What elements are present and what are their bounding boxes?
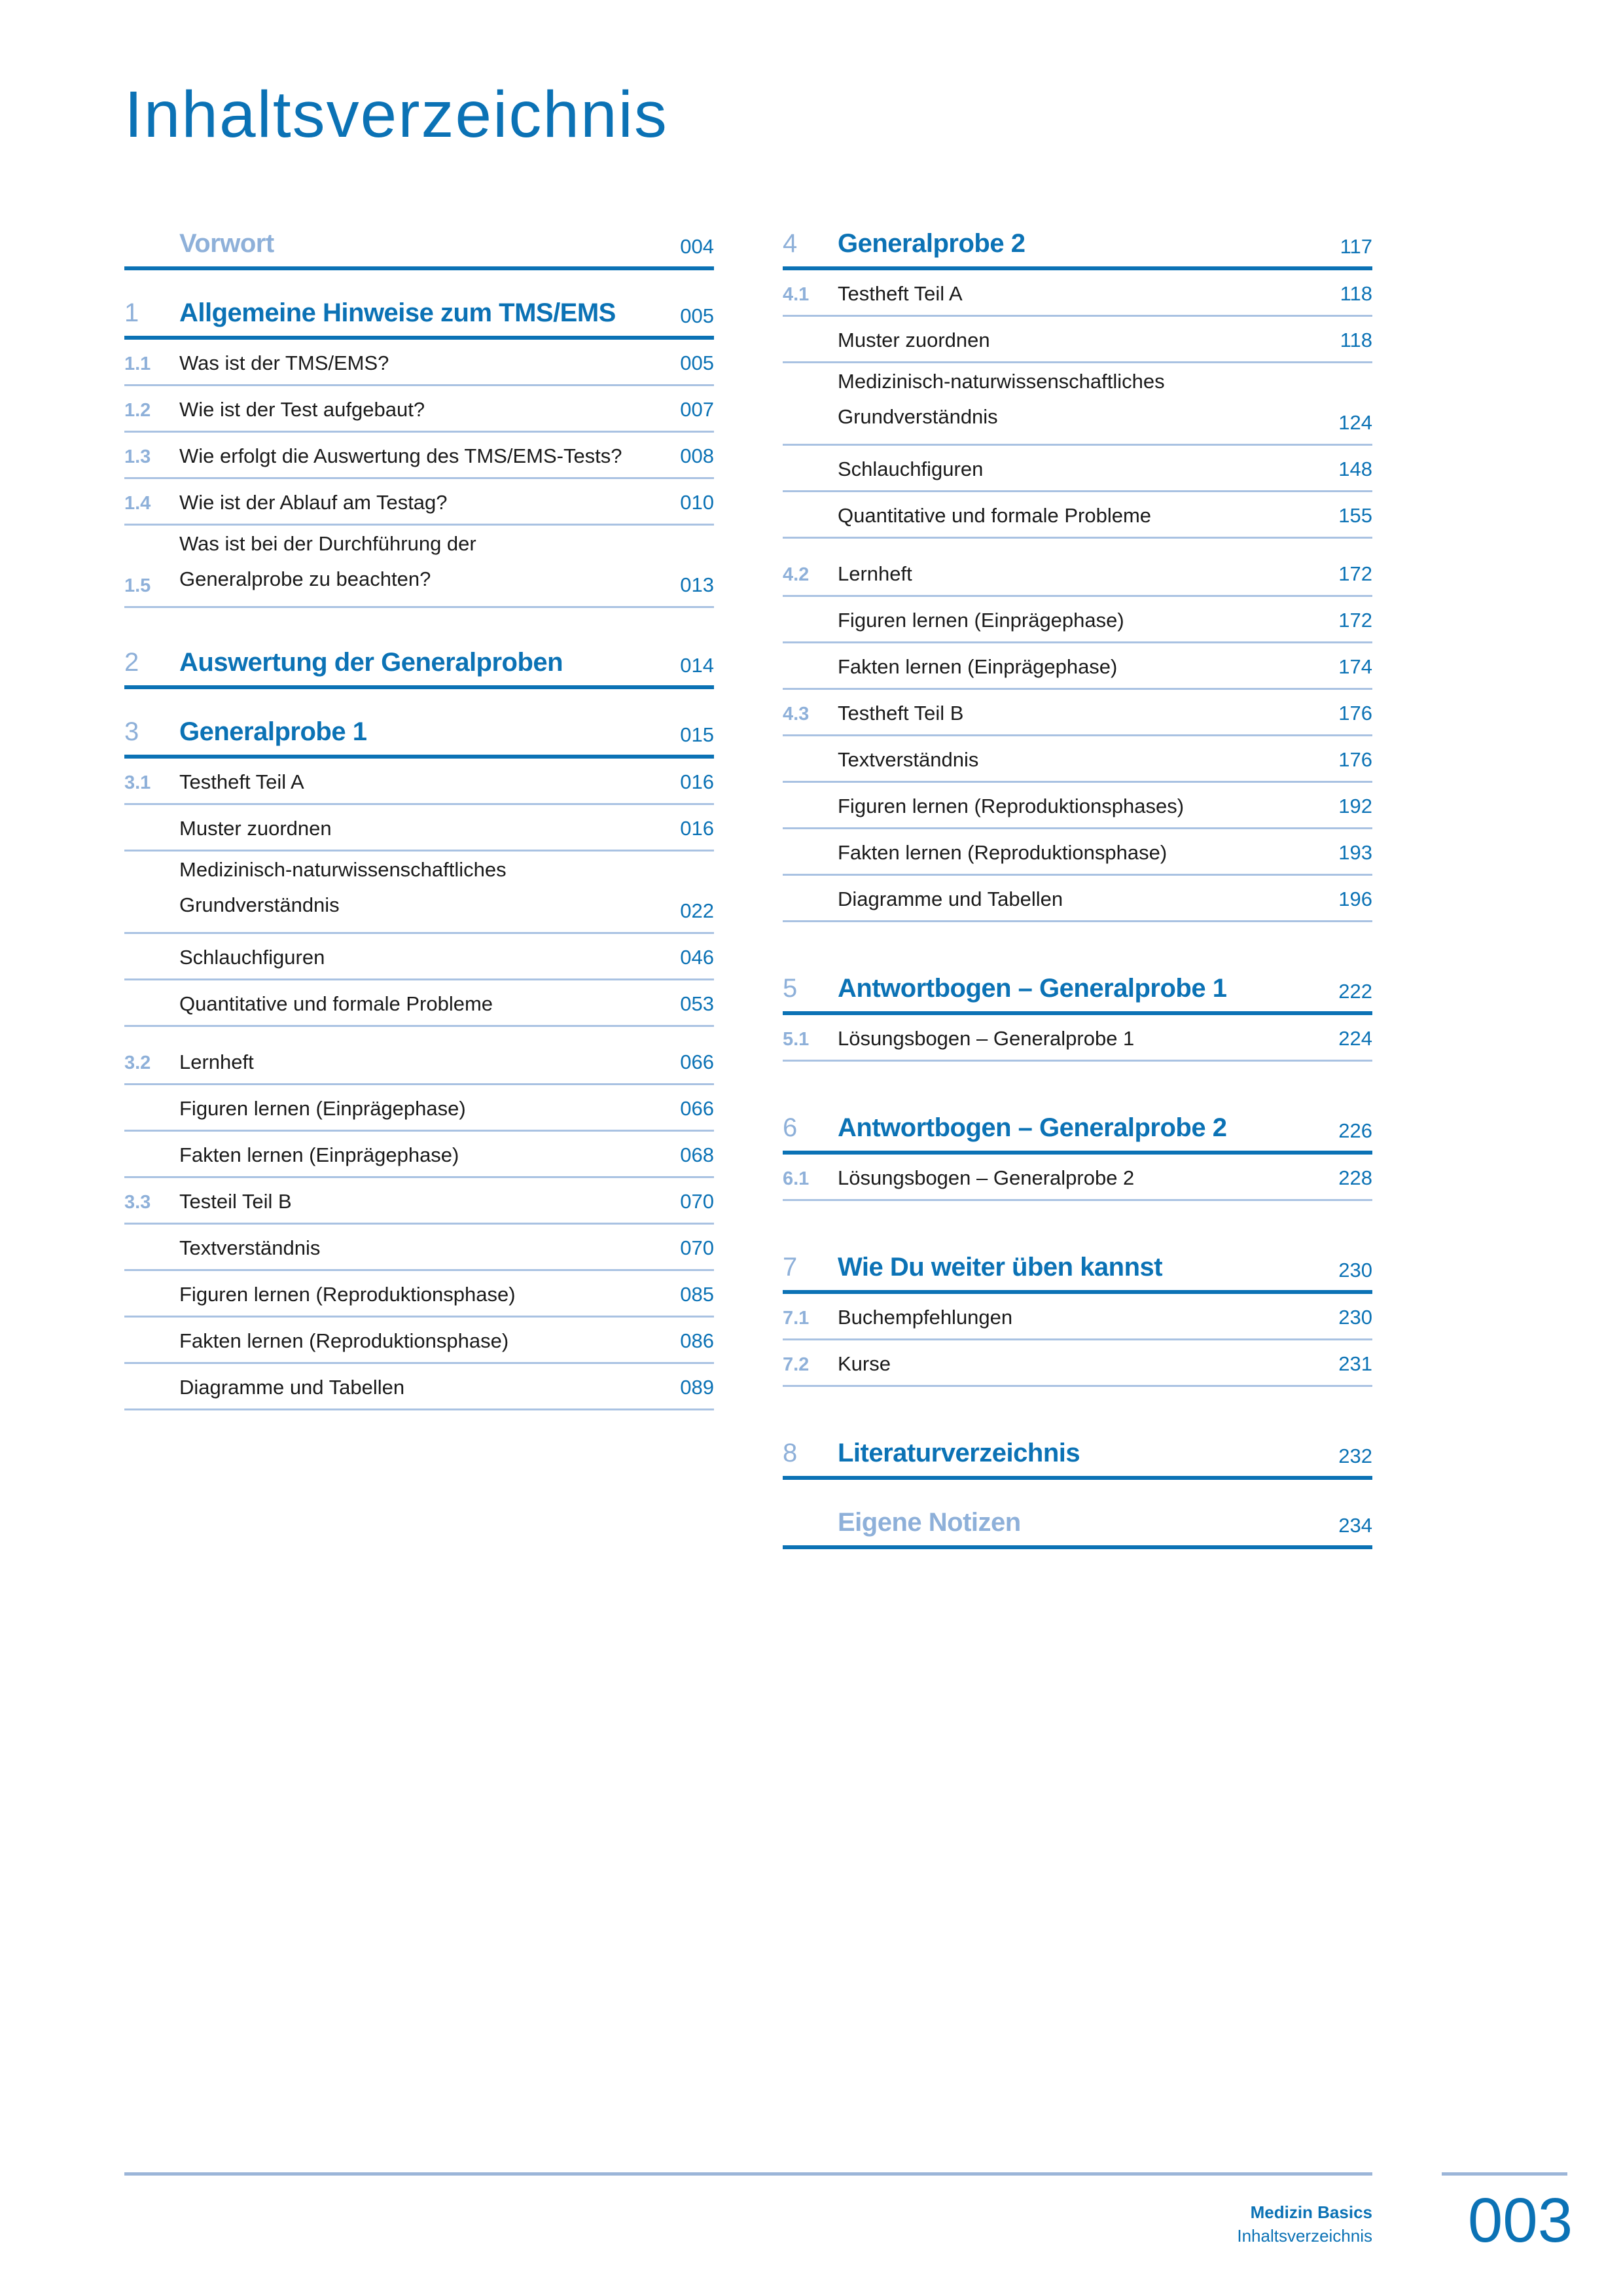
entry-page-number: 085 (680, 1283, 714, 1306)
toc-chapter-entry[interactable] (783, 201, 1372, 270)
footer-section-title: Inhaltsverzeichnis (1237, 2226, 1372, 2246)
entry-title: Antwortbogen – Generalprobe 2 (838, 1113, 1227, 1142)
toc-section-entry[interactable] (783, 363, 1372, 446)
footer-running-head (1237, 2200, 1372, 2248)
entry-page-number: 015 (680, 723, 714, 746)
entry-page-number: 174 (1338, 655, 1372, 678)
toc-section-entry[interactable] (783, 270, 1372, 317)
entry-number: 4.2 (783, 564, 810, 585)
page-title: Inhaltsverzeichnis (124, 78, 668, 151)
entry-title: Muster zuordnen (179, 817, 332, 840)
entry-page-number: 046 (680, 946, 714, 969)
entry-title: Figuren lernen (Einprägephase) (179, 1097, 466, 1120)
entry-page-number: 022 (680, 899, 714, 922)
entry-title: Auswertung der Generalproben (179, 648, 563, 677)
toc-section-entry[interactable] (783, 876, 1372, 922)
entry-title: Fakten lernen (Reproduktionsphase) (179, 1329, 509, 1352)
entry-page-number: 230 (1338, 1306, 1372, 1329)
entry-page-number: 234 (1338, 1514, 1372, 1537)
toc-section-entry[interactable] (124, 759, 714, 805)
entry-number: 2 (124, 648, 139, 677)
entry-title: Testheft Teil A (179, 770, 304, 793)
entry-title: Wie Du weiter üben kannst (838, 1253, 1163, 1282)
entry-title: Eigene Notizen (838, 1508, 1021, 1537)
entry-number: 7 (783, 1253, 798, 1282)
entry-page-number: 192 (1338, 795, 1372, 817)
entry-title: Figuren lernen (Reproduktionsphase) (179, 1283, 516, 1306)
entry-title: Schlauchfiguren (838, 457, 984, 480)
toc-section-entry[interactable] (783, 446, 1372, 492)
entry-number: 1.3 (124, 446, 151, 467)
entry-page-number: 016 (680, 817, 714, 840)
toc-chapter-entry[interactable] (783, 946, 1372, 1015)
entry-number: 1 (124, 298, 139, 327)
entry-title: Wie erfolgt die Auswertung des TMS/EMS-Tests? (179, 444, 622, 467)
entry-page-number: 226 (1338, 1119, 1372, 1142)
entry-title: Allgemeine Hinweise zum TMS/EMS (179, 298, 616, 327)
toc-chapter-entry[interactable] (783, 1225, 1372, 1294)
toc-section-entry[interactable] (783, 783, 1372, 829)
toc-section-entry[interactable] (124, 1271, 714, 1318)
page-number: 003 (1467, 2185, 1573, 2255)
entry-title: Was ist der TMS/EMS? (179, 351, 389, 374)
toc-chapter-entry[interactable] (783, 1480, 1372, 1549)
entry-title: Figuren lernen (Reproduktionsphases) (838, 795, 1185, 817)
entry-page-number: 010 (680, 491, 714, 514)
entry-page-number: 007 (680, 398, 714, 421)
toc-section-entry[interactable] (783, 492, 1372, 539)
entry-number: 7.1 (783, 1308, 810, 1329)
entry-page-number: 070 (680, 1190, 714, 1213)
entry-title-line: Medizinisch-naturwissenschaftliches (838, 370, 1165, 393)
entry-title: Vorwort (179, 229, 274, 258)
entry-title: Buchempfehlungen (838, 1306, 1013, 1329)
entry-title-line: Grundverständnis (179, 893, 340, 916)
entry-number: 5.1 (783, 1029, 810, 1050)
entry-page-number: 086 (680, 1329, 714, 1352)
entry-page-number: 222 (1338, 980, 1372, 1003)
toc-section-entry[interactable] (124, 1318, 714, 1364)
entry-number: 4.3 (783, 704, 810, 725)
entry-page-number: 004 (680, 235, 714, 258)
entry-page-number: 005 (680, 304, 714, 327)
toc-section-entry[interactable] (124, 1364, 714, 1410)
entry-title (179, 526, 680, 597)
entry-page-number: 089 (680, 1376, 714, 1399)
entry-title: Textverständnis (838, 748, 979, 771)
toc-section-entry[interactable] (124, 1132, 714, 1178)
entry-page-number: 176 (1338, 748, 1372, 771)
entry-page-number: 224 (1338, 1027, 1372, 1050)
entry-title: Literaturverzeichnis (838, 1439, 1080, 1467)
entry-page-number: 053 (680, 992, 714, 1015)
toc-section-entry[interactable] (124, 433, 714, 479)
entry-page-number: 124 (1338, 411, 1372, 434)
toc-chapter-entry[interactable] (783, 1085, 1372, 1155)
entry-page-number: 005 (680, 351, 714, 374)
toc-section-entry[interactable] (783, 1015, 1372, 1062)
entry-page-number: 016 (680, 770, 714, 793)
entry-title: Quantitative und formale Probleme (179, 992, 493, 1015)
entry-number: 3.1 (124, 772, 151, 793)
entry-title: Lernheft (179, 1050, 254, 1073)
entry-number: 3 (124, 717, 139, 746)
entry-page-number: 008 (680, 444, 714, 467)
toc-chapter-entry[interactable] (124, 201, 714, 270)
footer-page-divider (1442, 2172, 1567, 2176)
entry-number: 7.2 (783, 1354, 810, 1375)
toc-chapter-entry[interactable] (124, 270, 714, 340)
entry-page-number: 172 (1338, 562, 1372, 585)
entry-number: 1.4 (124, 493, 151, 514)
toc-section-entry[interactable] (783, 597, 1372, 643)
entry-number: 4.1 (783, 284, 810, 305)
entry-title: Diagramme und Tabellen (179, 1376, 405, 1399)
entry-page-number: 232 (1338, 1444, 1372, 1467)
entry-number: 6 (783, 1113, 798, 1142)
entry-page-number: 230 (1338, 1259, 1372, 1282)
entry-title: Testheft Teil A (838, 282, 963, 305)
entry-title: Wie ist der Ablauf am Testag? (179, 491, 448, 514)
toc-right-column (783, 201, 1372, 1549)
entry-page-number: 148 (1338, 457, 1372, 480)
entry-title: Generalprobe 1 (179, 717, 367, 746)
entry-title-line: Was ist bei der Durchführung der (179, 532, 476, 555)
entry-title: Fakten lernen (Einprägephase) (179, 1143, 459, 1166)
entry-title: Lösungsbogen – Generalprobe 2 (838, 1166, 1135, 1189)
entry-number: 3.2 (124, 1052, 151, 1073)
entry-title: Testeil Teil B (179, 1190, 292, 1213)
entry-number: 6.1 (783, 1168, 810, 1189)
entry-number: 5 (783, 974, 798, 1003)
entry-page-number: 066 (680, 1050, 714, 1073)
toc-section-entry[interactable] (783, 1155, 1372, 1201)
entry-title-line: Grundverständnis (838, 405, 998, 428)
entry-title (838, 364, 1338, 435)
entry-page-number: 117 (1340, 235, 1372, 258)
entry-page-number: 176 (1338, 702, 1372, 725)
entry-number: 3.3 (124, 1192, 151, 1213)
toc-chapter-entry[interactable] (124, 689, 714, 759)
entry-title: Textverständnis (179, 1236, 321, 1259)
entry-title: Lernheft (838, 562, 912, 585)
entry-number: 1.2 (124, 400, 151, 421)
entry-title: Diagramme und Tabellen (838, 888, 1063, 910)
entry-number: 1.5 (124, 575, 151, 596)
toc-section-entry[interactable] (124, 386, 714, 433)
footer-divider (124, 2172, 1372, 2176)
toc-section-entry[interactable] (783, 1340, 1372, 1387)
entry-page-number: 066 (680, 1097, 714, 1120)
toc-chapter-entry[interactable] (124, 620, 714, 689)
toc-section-entry[interactable] (124, 852, 714, 934)
entry-page-number: 155 (1338, 504, 1372, 527)
entry-page-number: 196 (1338, 888, 1372, 910)
toc-left-column (124, 201, 714, 1410)
toc-section-entry[interactable] (783, 690, 1372, 736)
toc-section-entry[interactable] (124, 1178, 714, 1225)
entry-title-line: Medizinisch-naturwissenschaftliches (179, 858, 507, 881)
toc-section-entry[interactable] (124, 980, 714, 1027)
entry-number: 4 (783, 229, 798, 258)
toc-section-entry[interactable] (783, 736, 1372, 783)
entry-page-number: 228 (1338, 1166, 1372, 1189)
entry-title: Antwortbogen – Generalprobe 1 (838, 974, 1227, 1003)
toc-section-entry[interactable] (783, 829, 1372, 876)
toc-section-entry[interactable] (124, 934, 714, 980)
entry-page-number: 172 (1338, 609, 1372, 632)
entry-title: Muster zuordnen (838, 329, 990, 351)
entry-title: Testheft Teil B (838, 702, 964, 725)
entry-number: 8 (783, 1439, 798, 1467)
entry-title: Fakten lernen (Reproduktionsphase) (838, 841, 1168, 864)
entry-page-number: 014 (680, 654, 714, 677)
toc-section-entry[interactable] (783, 1294, 1372, 1340)
toc-section-entry[interactable] (124, 1085, 714, 1132)
entry-page-number: 231 (1338, 1352, 1372, 1375)
entry-number: 1.1 (124, 353, 151, 374)
toc-section-entry[interactable] (124, 479, 714, 526)
entry-page-number: 193 (1338, 841, 1372, 864)
toc-chapter-entry[interactable] (783, 1410, 1372, 1480)
toc-section-entry[interactable] (783, 317, 1372, 363)
entry-page-number: 068 (680, 1143, 714, 1166)
entry-title-line: Generalprobe zu beachten? (179, 567, 431, 590)
entry-title: Kurse (838, 1352, 891, 1375)
entry-page-number: 118 (1340, 282, 1372, 305)
entry-page-number: 013 (680, 573, 714, 596)
entry-title: Schlauchfiguren (179, 946, 325, 969)
footer-book-title: Medizin Basics (1250, 2202, 1372, 2222)
entry-title: Figuren lernen (Einprägephase) (838, 609, 1124, 632)
toc-section-entry[interactable] (783, 550, 1372, 597)
entry-page-number: 070 (680, 1236, 714, 1259)
entry-title: Lösungsbogen – Generalprobe 1 (838, 1027, 1135, 1050)
toc-section-entry[interactable] (124, 1039, 714, 1085)
toc-section-entry[interactable] (124, 805, 714, 852)
entry-title: Quantitative und formale Probleme (838, 504, 1152, 527)
entry-title: Fakten lernen (Einprägephase) (838, 655, 1118, 678)
toc-section-entry[interactable] (124, 1225, 714, 1271)
entry-page-number: 118 (1340, 329, 1372, 351)
entry-title (179, 852, 680, 923)
entry-title: Generalprobe 2 (838, 229, 1026, 258)
toc-section-entry[interactable] (783, 643, 1372, 690)
toc-section-entry[interactable] (124, 526, 714, 608)
toc-section-entry[interactable] (124, 340, 714, 386)
entry-title: Wie ist der Test aufgebaut? (179, 398, 425, 421)
